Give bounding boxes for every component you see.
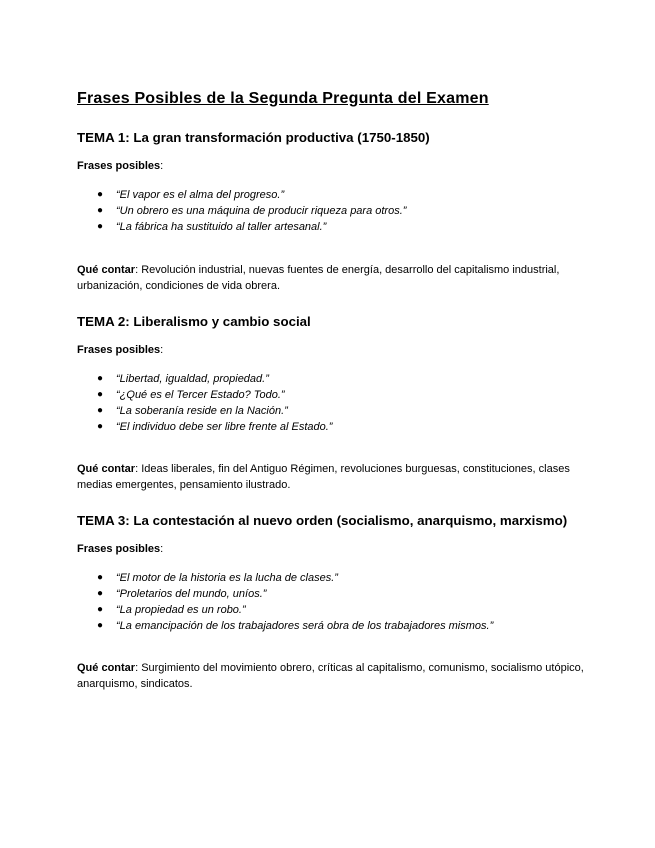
- quote-list: [77, 187, 406, 235]
- list-item: [77, 219, 406, 235]
- summary-text: : Ideas liberales, fin del Antiguo Régimen, revoluciones burguesas, constituciones, clases medias emergentes, pensamiento ilustrado.: [77, 463, 570, 491]
- bullet-icon: ●: [97, 189, 104, 200]
- quote-text: “El motor de la historia es la lucha de clases.”: [116, 572, 338, 584]
- bullet-icon: ●: [97, 620, 104, 631]
- phrases-label-text: Frases posibles: [77, 160, 161, 172]
- summary-paragraph: [77, 660, 587, 692]
- summary-paragraph: [77, 461, 587, 493]
- bullet-icon: ●: [97, 421, 104, 432]
- bullet-icon: ●: [97, 604, 104, 615]
- quote-text: “Proletarios del mundo, uníos.”: [116, 588, 267, 600]
- summary-text: : Revolución industrial, nuevas fuentes de energía, desarrollo del capitalismo industrial, urbanización, condiciones de vida obrera.: [77, 264, 560, 292]
- quote-text: “Un obrero es una máquina de producir riqueza para otros.”: [116, 205, 407, 217]
- quote-text: “La emancipación de los trabajadores será obra de los trabajadores mismos.”: [116, 620, 494, 632]
- list-item: [77, 403, 332, 419]
- list-item: [77, 618, 493, 634]
- quote-list: [77, 371, 332, 435]
- list-item: [77, 387, 332, 403]
- phrases-label-text: Frases posibles: [77, 543, 161, 555]
- section-heading: TEMA 2: Liberalismo y cambio social: [77, 314, 311, 329]
- quote-text: “¿Qué es el Tercer Estado? Todo.”: [116, 389, 285, 401]
- phrases-label: [77, 343, 163, 357]
- list-item: [77, 419, 332, 435]
- bullet-icon: ●: [97, 221, 104, 232]
- phrases-label: [77, 542, 163, 556]
- summary-label: Qué contar: [77, 264, 136, 276]
- section-heading: TEMA 3: La contestación al nuevo orden (socialismo, anarquismo, marxismo): [77, 513, 568, 528]
- section-heading: TEMA 1: La gran transformación productiva (1750-1850): [77, 130, 430, 145]
- list-item: [77, 570, 493, 586]
- quote-text: “Libertad, igualdad, propiedad.”: [116, 373, 269, 385]
- summary-text: : Surgimiento del movimiento obrero, críticas al capitalismo, comunismo, socialismo utópico, anarquismo, sindicatos.: [77, 662, 584, 690]
- list-item: [77, 203, 406, 219]
- quote-list: [77, 570, 493, 634]
- bullet-icon: ●: [97, 205, 104, 216]
- quote-text: “La fábrica ha sustituido al taller artesanal.”: [116, 221, 327, 233]
- bullet-icon: ●: [97, 373, 104, 384]
- section-tema-2: [77, 314, 587, 491]
- quote-text: “El vapor es el alma del progreso.”: [116, 189, 285, 201]
- bullet-icon: ●: [97, 572, 104, 583]
- quote-text: “El individuo debe ser libre frente al Estado.”: [116, 421, 333, 433]
- phrases-label-colon: :: [160, 543, 164, 555]
- list-item: [77, 586, 493, 602]
- bullet-icon: ●: [97, 389, 104, 400]
- list-item: [77, 602, 493, 618]
- section-tema-3: [77, 513, 587, 690]
- summary-paragraph: [77, 262, 587, 294]
- list-item: [77, 187, 406, 203]
- summary-label: Qué contar: [77, 662, 136, 674]
- quote-text: “La propiedad es un robo.”: [116, 604, 246, 616]
- phrases-label: [77, 159, 163, 173]
- section-tema-1: [77, 130, 587, 292]
- phrases-label-colon: :: [160, 160, 164, 172]
- bullet-icon: ●: [97, 405, 104, 416]
- summary-label: Qué contar: [77, 463, 136, 475]
- document-title: Frases Posibles de la Segunda Pregunta del Examen: [77, 90, 489, 107]
- phrases-label-colon: :: [160, 344, 164, 356]
- phrases-label-text: Frases posibles: [77, 344, 161, 356]
- bullet-icon: ●: [97, 588, 104, 599]
- quote-text: “La soberanía reside en la Nación.”: [116, 405, 288, 417]
- list-item: [77, 371, 332, 387]
